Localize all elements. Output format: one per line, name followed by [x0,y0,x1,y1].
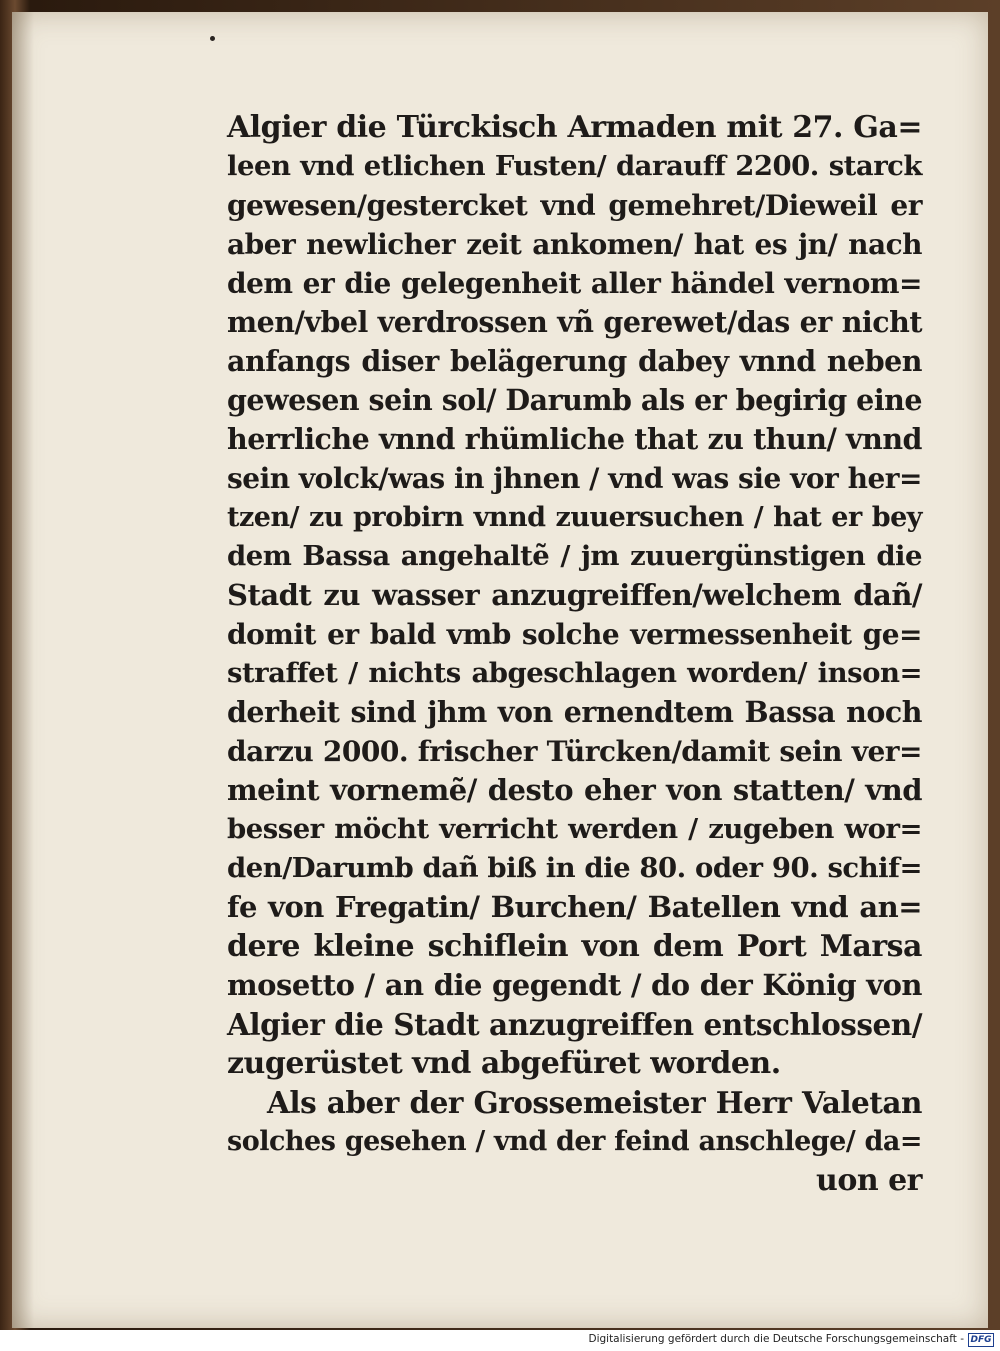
text-line: sein volck/was in jhnen / vnd was sie vor her= [227,462,922,495]
text-line: derheit sind jhm von ernendtem Bassa noch [227,695,922,729]
funding-notice: Digitalisierung gefördert durch die Deutsche Forschungsgemeinschaft - [588,1333,964,1345]
text-line: dem Bassa angehaltẽ / jm zuuergünstigen die [227,540,922,572]
catchword: uon er [816,1163,922,1198]
paragraph-end-line: zugerüstet vnd abgefüret worden. [227,1046,781,1081]
text-line: mosetto / an die gegendt / do der König von [227,968,922,1002]
text-line: den/Darumb dañ biß in die 80. oder 90. schif= [227,852,922,884]
text-line: tzen/ zu probirn vnnd zuuersuchen / hat er bey [227,502,922,533]
text-line: Algier die Türckisch Armaden mit 27. Ga= [227,110,922,145]
text-line: fe von Fregatin/ Burchen/ Batellen vnd an= [227,890,922,924]
text-line: solches gesehen / vnd der feind anschlege/ da= [227,1126,922,1157]
text-line: gewesen/gestercket vnd gemehret/Dieweil er [227,189,922,222]
text-line: gewesen sein sol/ Darumb als er begirig eine [227,383,922,417]
text-line: besser möcht verricht werden / zugeben wor= [227,813,922,845]
text-line: dere kleine schiflein von dem Port Marsa [227,929,922,964]
text-line: meint vornemẽ/ desto eher von statten/ vnd [227,773,922,807]
digitization-footer [0,1330,1000,1351]
page-text-block [227,108,922,1200]
text-line: leen vnd etlichen Fusten/ darauff 2200. starck [227,150,922,182]
text-line: dem er die gelegenheit aller händel vernom= [227,267,922,300]
text-line: darzu 2000. frischer Türcken/damit sein ver= [227,735,922,768]
ink-dot [210,36,215,41]
text-line: herrliche vnnd rhümliche that zu thun/ vnnd [227,422,922,456]
text-line: anfangs diser belägerung dabey vnnd neben [227,344,922,378]
text-line: domit er bald vmb solche vermessenheit ge= [227,618,922,651]
text-line: Algier die Stadt anzugreiffen entschlossen/ [227,1007,922,1042]
text-line: men/vbel verdrossen vñ gerewet/das er nicht [227,305,922,339]
text-line: aber newlicher zeit ankomen/ hat es jn/ nach [227,228,922,261]
text-line: Stadt zu wasser anzugreiffen/welchem dañ/ [227,578,922,612]
text-line: straffet / nichts abgeschlagen worden/ inson= [227,657,922,689]
dfg-logo: DFG [968,1333,994,1347]
paragraph-start-line: Als aber der Grossemeister Herr Valetan [267,1085,922,1120]
book-page [12,12,988,1328]
